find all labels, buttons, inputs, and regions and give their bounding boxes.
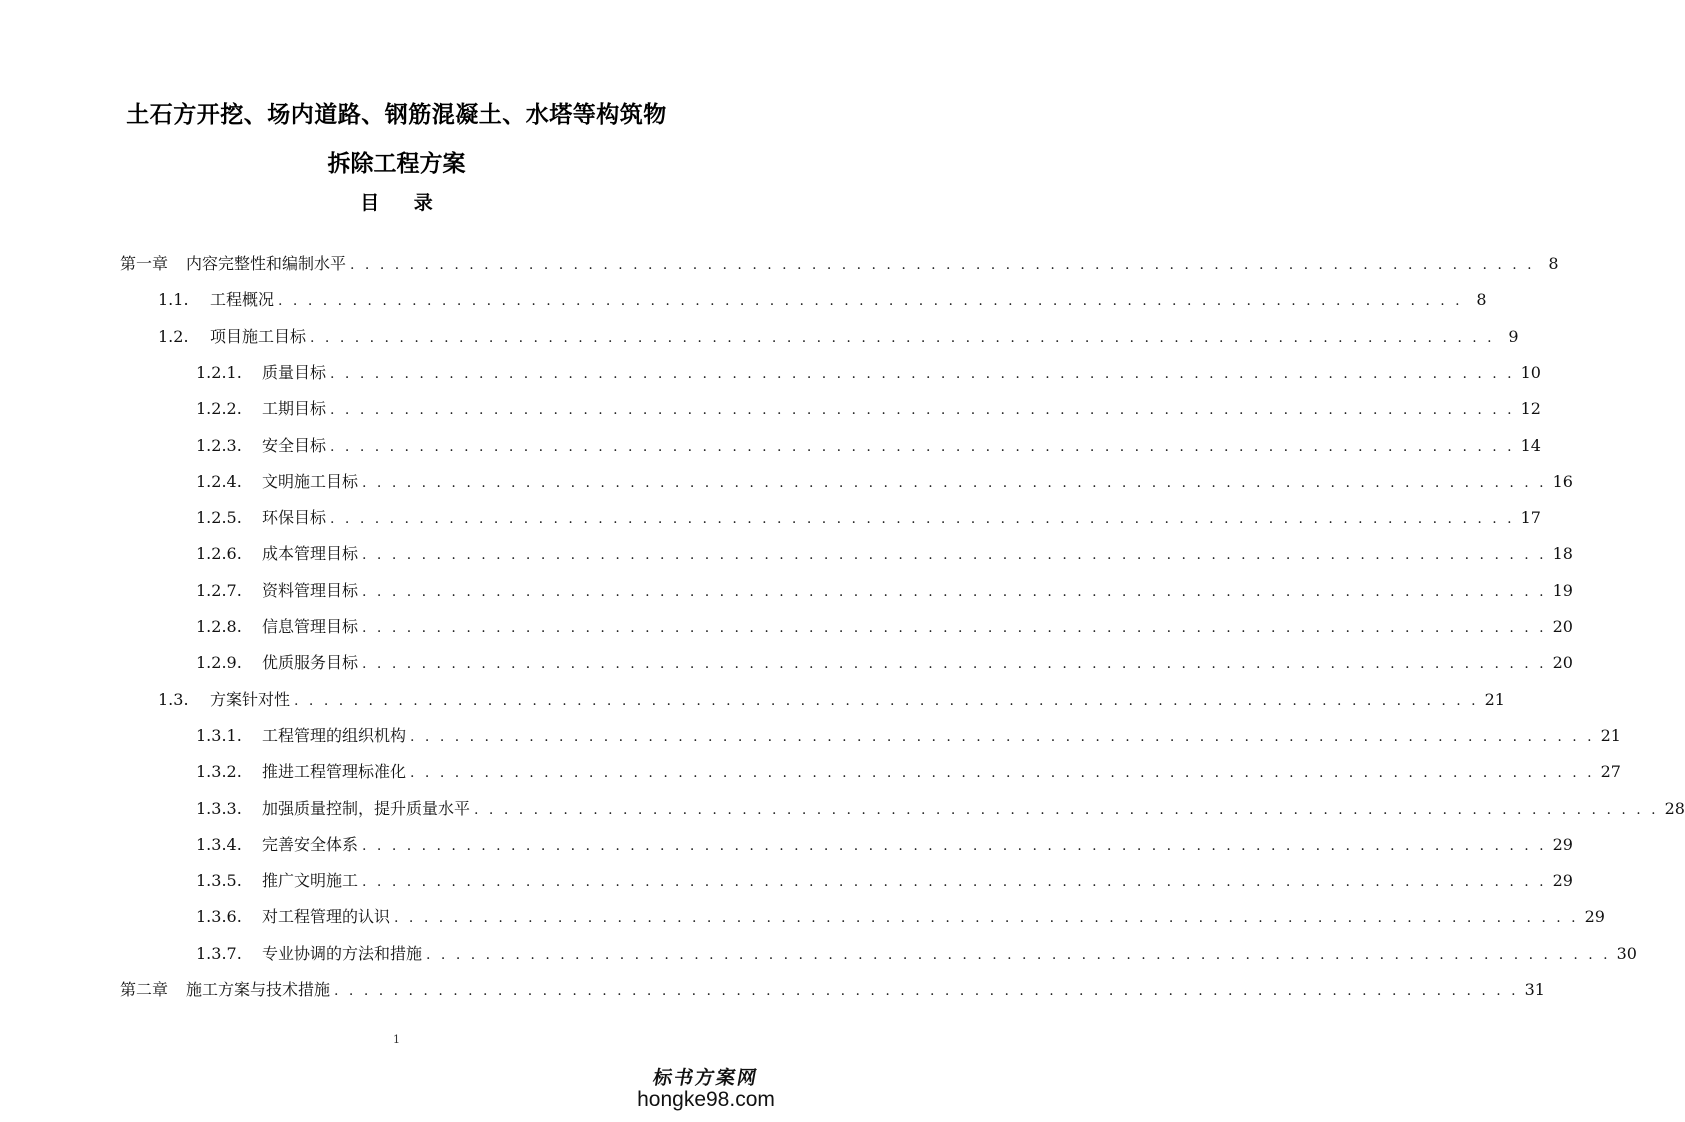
toc-entry-page: 20 <box>1552 653 1573 673</box>
toc-entry-page: 29 <box>1584 907 1605 927</box>
toc-entry-page: 18 <box>1552 544 1573 564</box>
toc-entry-number: 第二章 <box>120 980 169 999</box>
toc-leader-dots: . . . . . . . . . . . . . . . . . . . . . . . . . . . . . . . . . . . . . . . . . . . . . . . . . . . . . . . . . . . . . . . . . . . . . . . . . . . . . . . . <box>330 402 1515 419</box>
toc-leader-dots: . . . . . . . . . . . . . . . . . . . . . . . . . . . . . . . . . . . . . . . . . . . . . . . . . . . . . . . . . . . . . . . . . . . . . . . . . . . . . . . . <box>394 910 1579 927</box>
toc-entry-page: 21 <box>1484 689 1505 709</box>
toc-entry-number: 第一章 <box>120 254 169 273</box>
toc-leader-dots: . . . . . . . . . . . . . . . . . . . . . . . . . . . . . . . . . . . . . . . . . . . . . . . . . . . . . . . . . . . . . . . . . . . . . . . . . . . . . . . . <box>362 620 1547 636</box>
toc-entry[interactable] <box>120 978 1545 1002</box>
toc-entry-page: 28 <box>1664 798 1685 818</box>
toc-entry-page: 30 <box>1616 943 1637 963</box>
toc-entry[interactable] <box>196 397 1541 421</box>
toc-entry-number: 1.3.5. <box>196 871 242 891</box>
toc-entry[interactable] <box>158 688 1505 712</box>
toc-entry-page: 20 <box>1552 617 1573 636</box>
toc-entry-label: 工程概况 <box>210 290 275 310</box>
watermark-en: hongke98.com <box>637 1088 775 1111</box>
toc-entry-number: 1.3.1. <box>196 725 242 745</box>
toc-leader-dots: . . . . . . . . . . . . . . . . . . . . . . . . . . . . . . . . . . . . . . . . . . . . . . . . . . . . . . . . . . . . . . . . . . . . . . . . . . . . . . . . <box>426 946 1611 963</box>
toc-entry-page: 31 <box>1524 980 1545 999</box>
toc-entry-label: 工期目标 <box>262 399 327 419</box>
toc-leader-dots: . . . . . . . . . . . . . . . . . . . . . . . . . . . . . . . . . . . . . . . . . . . . . . . . . . . . . . . . . . . . . . . . . . . . . . . . . . . . . . . . <box>410 728 1595 745</box>
toc-entry-label: 环保目标 <box>262 508 327 528</box>
toc-entry-label: 资料管理目标 <box>262 580 359 600</box>
toc-leader-dots: . . . . . . . . . . . . . . . . . . . . . . . . . . . . . . . . . . . . . . . . . . . . . . . . . . . . . . . . . . . . . . . . . . . . . . . . . . . . . . . . <box>362 547 1547 564</box>
document-title-line1: 土石方开挖、场内道路、钢筋混凝土、水塔等构筑物 <box>126 102 667 128</box>
toc-entry-page: 14 <box>1520 435 1541 455</box>
toc-entry[interactable] <box>196 651 1573 675</box>
toc-entry-label: 质量目标 <box>262 362 327 382</box>
toc-entry[interactable] <box>196 942 1637 966</box>
toc-leader-dots: . . . . . . . . . . . . . . . . . . . . . . . . . . . . . . . . . . . . . . . . . . . . . . . . . . . . . . . . . . . . . . . . . . . . . . . . . . . . . . . . <box>294 692 1479 709</box>
toc-entry-label: 工程管理的组织机构 <box>262 725 407 745</box>
toc-entry[interactable] <box>196 434 1541 458</box>
toc-entry-number: 1.1. <box>158 290 189 310</box>
page-number: 1 <box>393 1033 400 1046</box>
toc-leader-dots: . . . . . . . . . . . . . . . . . . . . . . . . . . . . . . . . . . . . . . . . . . . . . . . . . . . . . . . . . . . . . . . . . . . . . . . . . . . . . . . . <box>330 511 1515 528</box>
toc-entry-number: 1.2.5. <box>196 508 242 528</box>
toc-entry-page: 10 <box>1520 362 1541 382</box>
toc-entry[interactable] <box>120 252 1559 276</box>
toc-entry-number: 1.3. <box>158 689 189 709</box>
toc-leader-dots: . . . . . . . . . . . . . . . . . . . . . . . . . . . . . . . . . . . . . . . . . . . . . . . . . . . . . . . . . . . . . . . . . . . . . . . . . . . . . . . . <box>362 474 1547 491</box>
toc-entry-number: 1.2.8. <box>196 617 242 636</box>
toc-entry-label: 完善安全体系 <box>262 834 359 854</box>
toc-entry-page: 29 <box>1552 871 1573 891</box>
toc-entry-page: 27 <box>1600 762 1621 782</box>
toc-entry-label: 推进工程管理标准化 <box>262 762 407 782</box>
toc-entry[interactable] <box>196 869 1573 893</box>
toc-entry[interactable] <box>158 288 1487 312</box>
toc-leader-dots: . . . . . . . . . . . . . . . . . . . . . . . . . . . . . . . . . . . . . . . . . . . . . . . . . . . . . . . . . . . . . . . . . . . . . . . . . . . . . . . . <box>474 801 1659 818</box>
toc-entry[interactable] <box>158 325 1519 349</box>
toc-leader-dots: . . . . . . . . . . . . . . . . . . . . . . . . . . . . . . . . . . . . . . . . . . . . . . . . . . . . . . . . . . . . . . . . . . . . . . . . . . . . . . . . <box>350 257 1535 273</box>
toc-leader-dots: . . . . . . . . . . . . . . . . . . . . . . . . . . . . . . . . . . . . . . . . . . . . . . . . . . . . . . . . . . . . . . . . . . . . . . . . . . . . . . . . <box>334 983 1519 999</box>
toc-entry-page: 8 <box>1548 254 1559 273</box>
toc-entry-number: 1.2.3. <box>196 435 242 455</box>
toc-leader-dots: . . . . . . . . . . . . . . . . . . . . . . . . . . . . . . . . . . . . . . . . . . . . . . . . . . . . . . . . . . . . . . . . . . . . . . . . . . . . . . . . <box>410 765 1595 782</box>
toc-entry-page: 21 <box>1600 725 1621 745</box>
toc-entry[interactable] <box>196 905 1605 929</box>
toc-leader-dots: . . . . . . . . . . . . . . . . . . . . . . . . . . . . . . . . . . . . . . . . . . . . . . . . . . . . . . . . . . . . . . . . . . . . . . . . . . . . . . . . <box>362 656 1547 673</box>
toc-entry-label: 安全目标 <box>262 435 327 455</box>
toc-entry-number: 1.3.7. <box>196 943 242 963</box>
watermark-cn: 标书方案网 <box>651 1067 761 1089</box>
toc-entry-page: 8 <box>1476 290 1487 310</box>
toc-entry-label: 优质服务目标 <box>262 653 359 673</box>
toc-leader-dots: . . . . . . . . . . . . . . . . . . . . . . . . . . . . . . . . . . . . . . . . . . . . . . . . . . . . . . . . . . . . . . . . . . . . . . . . . . . . . . . . <box>330 365 1515 382</box>
toc-entry-label: 加强质量控制，提升质量水平 <box>262 798 471 818</box>
toc-entry-page: 9 <box>1508 326 1519 346</box>
toc-entry[interactable] <box>196 797 1685 821</box>
toc-entry-label: 文明施工目标 <box>262 471 359 491</box>
toc-entry-label: 施工方案与技术措施 <box>186 980 331 999</box>
toc-entry[interactable] <box>196 615 1573 639</box>
toc-entry-page: 12 <box>1520 399 1541 419</box>
toc-entry-label: 推广文明施工 <box>262 871 359 891</box>
toc-entry-page: 19 <box>1552 580 1573 600</box>
toc-entry-label: 信息管理目标 <box>262 617 359 636</box>
toc-entry-number: 1.3.6. <box>196 907 242 927</box>
toc-entry-number: 1.2. <box>158 326 189 346</box>
toc-entry-label: 方案针对性 <box>210 689 291 709</box>
toc-entry[interactable] <box>196 470 1573 494</box>
toc-leader-dots: . . . . . . . . . . . . . . . . . . . . . . . . . . . . . . . . . . . . . . . . . . . . . . . . . . . . . . . . . . . . . . . . . . . . . . . . . . . . . . . . <box>330 438 1515 455</box>
toc-entry-number: 1.2.1. <box>196 362 242 382</box>
toc-entry-number: 1.2.2. <box>196 399 242 419</box>
toc-entry-number: 1.2.9. <box>196 653 242 673</box>
toc-entry-label: 对工程管理的认识 <box>262 907 391 927</box>
toc-entry[interactable] <box>196 833 1573 857</box>
toc-entry-label: 成本管理目标 <box>262 544 359 564</box>
toc-leader-dots: . . . . . . . . . . . . . . . . . . . . . . . . . . . . . . . . . . . . . . . . . . . . . . . . . . . . . . . . . . . . . . . . . . . . . . . . . . . . . . . . <box>310 329 1495 346</box>
toc-entry-number: 1.3.3. <box>196 798 242 818</box>
toc-entry-page: 29 <box>1552 834 1573 854</box>
toc-entry[interactable] <box>196 760 1621 784</box>
toc-entry-label: 内容完整性和编制水平 <box>186 254 347 273</box>
toc-entry-number: 1.3.2. <box>196 762 242 782</box>
toc-entry[interactable] <box>196 542 1573 566</box>
toc-entry-page: 17 <box>1520 508 1541 528</box>
toc-entry-number: 1.2.6. <box>196 544 242 564</box>
toc-leader-dots: . . . . . . . . . . . . . . . . . . . . . . . . . . . . . . . . . . . . . . . . . . . . . . . . . . . . . . . . . . . . . . . . . . . . . . . . . . . . . . . . <box>362 874 1547 891</box>
toc-entry[interactable] <box>196 506 1541 530</box>
toc-entry-number: 1.3.4. <box>196 834 242 854</box>
toc-entry[interactable] <box>196 579 1573 603</box>
toc-entry-label: 项目施工目标 <box>210 326 307 346</box>
watermark <box>631 1063 781 1112</box>
toc-entry[interactable] <box>196 724 1621 748</box>
document-title-line2: 拆除工程方案 <box>327 151 466 177</box>
toc-leader-dots: . . . . . . . . . . . . . . . . . . . . . . . . . . . . . . . . . . . . . . . . . . . . . . . . . . . . . . . . . . . . . . . . . . . . . . . . . . . . . . . . <box>278 293 1463 310</box>
toc-leader-dots: . . . . . . . . . . . . . . . . . . . . . . . . . . . . . . . . . . . . . . . . . . . . . . . . . . . . . . . . . . . . . . . . . . . . . . . . . . . . . . . . <box>362 583 1547 600</box>
toc-entry-number: 1.2.7. <box>196 580 242 600</box>
toc-entry-label: 专业协调的方法和措施 <box>262 943 423 963</box>
toc-entry[interactable] <box>196 361 1541 385</box>
toc-leader-dots: . . . . . . . . . . . . . . . . . . . . . . . . . . . . . . . . . . . . . . . . . . . . . . . . . . . . . . . . . . . . . . . . . . . . . . . . . . . . . . . . <box>362 837 1547 854</box>
toc-entry-number: 1.2.4. <box>196 471 242 491</box>
toc-entry-page: 16 <box>1552 471 1573 491</box>
toc-heading: 目 录 <box>360 192 447 214</box>
